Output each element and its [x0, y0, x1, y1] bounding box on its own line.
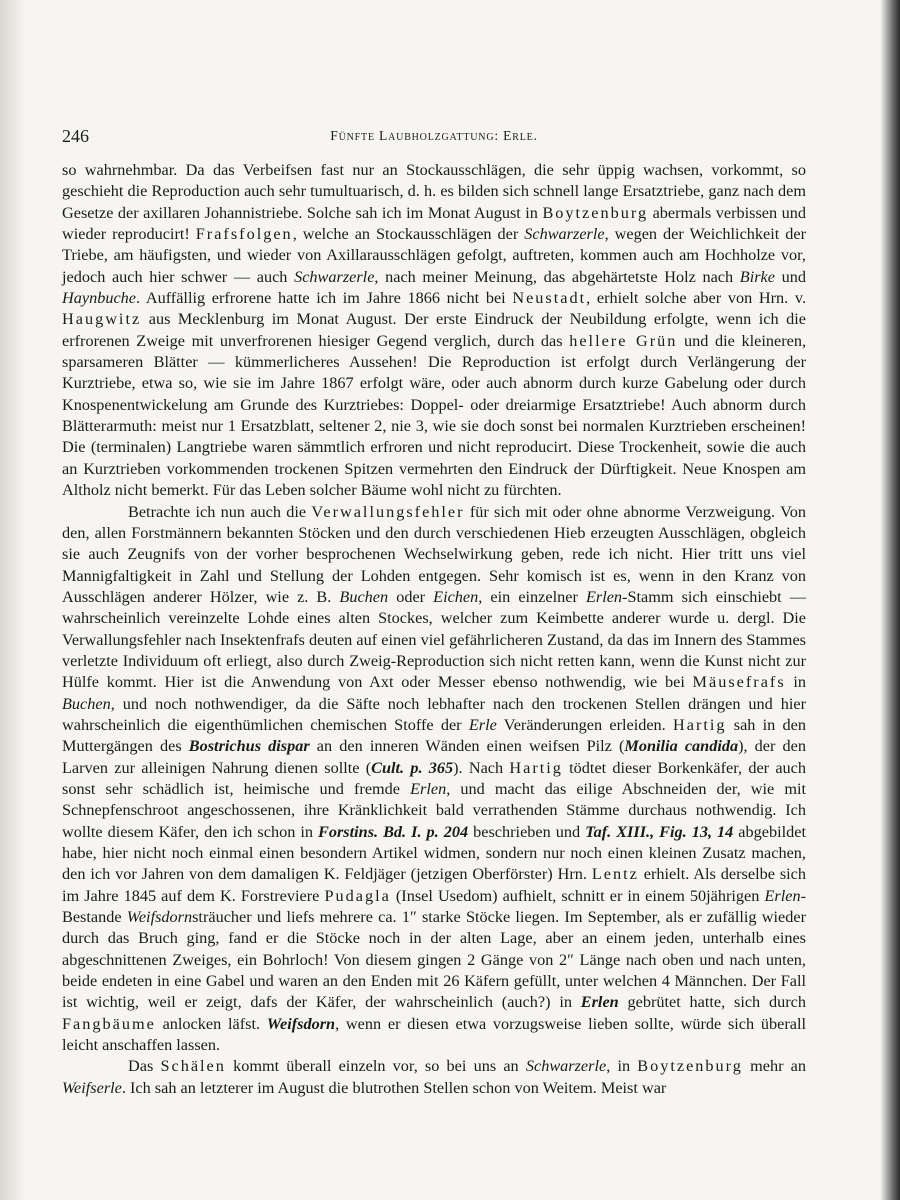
paragraph-3: [62, 1056, 806, 1099]
text-run: , nach meiner Meinung, das abgehärtetste Holz nach: [374, 267, 740, 286]
text-run: Schälen: [160, 1057, 226, 1076]
text-run: ), der den Larven zur alleinigen Nahrung dienen sollte (: [62, 737, 807, 777]
text-run: tödtet dieser Borkenkäfer, der auch sonst sehr schädlich ist, heimische und fremde: [62, 758, 807, 798]
text-run: oder: [388, 587, 434, 606]
text-run: Das: [128, 1057, 161, 1076]
text-run: Buchen: [339, 587, 389, 606]
text-run: Frafsfolgen: [195, 225, 293, 244]
text-run: an den inneren Wänden einen weifsen Pilz (: [309, 737, 625, 756]
text-run: beschrieben und: [468, 822, 586, 841]
text-run: Boytzenburg: [542, 203, 649, 222]
text-run: Betrachte ich nun auch die: [128, 502, 312, 521]
text-run: und: [774, 267, 807, 286]
text-run: Monilia candida: [624, 737, 739, 756]
text-run: (Insel Usedom) aufhielt, schnitt er in einem 50jährigen: [390, 886, 765, 905]
text-run: abgebildet habe, hier nicht noch einmal einen besondern Artikel widmen, sondern nur noch einen kleinen Zusatz machen, den ich vor Jahren von dem damaligen K. Feldjäger (jetzigen Oberförster) Hrn.: [62, 822, 806, 884]
text-run: Verwallungsfehler: [311, 502, 465, 521]
text-run: Lentz: [591, 865, 639, 884]
text-run: , welche an Stockausschlägen der: [292, 225, 525, 244]
text-run: abermals verbissen und wieder reproducirt!: [62, 203, 806, 244]
text-run: erhielt. Als derselbe sich im Jahre 1845 auf dem K. Forstreviere: [62, 865, 806, 905]
text-run: aus Mecklenburg im Monat August. Der erste Eindruck der Neubildung erfolgte, wenn ich die erfrorenen Zweige mit unverfrorenen hiesiger Gegend verglich, durch das: [62, 310, 806, 350]
text-run: Weifsdorn: [126, 908, 193, 927]
text-run: Erlen: [580, 993, 619, 1012]
text-run: für sich mit oder ohne abnorme Verzweigung. Von den, allen Forstmännern bekannten Stöcken und den durch verschiedenen Hieb erzeugten Ausschlägen, obgleich sie auch Zeugnifs von der vorher besprochenen Wechselwirkung geben, rede ich nicht. Hier tritt uns viel Mannigfaltigkeit in Zahl und Stellung der Lohden entgegen. Sehr komisch ist es, wenn in den Kranz von Ausschlägen anderer Hölzer, wie z. B.: [62, 502, 806, 606]
text-run: und die kleineren, sparsameren Blätter — kümmerlicheres Aussehen! Die Reproduction ist erfolgt durch Verlängerung der Kurztriebe, etwa so, wie sie im Jahre 1867 erfolgt wäre, oder auch abnorm durch kurze Gabelung oder durch Knospenentwickelung am Grunde des Kurztriebes: Doppel- oder dreiarmige Ersatztriebe! Auch abnorm durch Blätterarmuth: meist nur 1 Ersatzblatt, seltener 2, nie 3, wie sie doch sonst bei normalen Kurztrieben erscheinen! Die (terminalen) Langtriebe waren sämmtlich erfroren und nicht reproducirt. Diese Trockenheit, sowie die auch an Kurztrieben vorkommenden trockenen Spitzen vermehrten den Eindruck der Dürftigkeit. Neue Knospen am Altholz nicht bemerkt. Für das Leben solcher Bäume wohl nicht zu fürchten.: [62, 331, 807, 500]
text-run: , und macht das eilige Abschneiden der, wie mit Schnepfenschroot angeschossenen, ihre Kränklichkeit bald verrathenden Stämme durchaus nothwendig. Ich wollte diesem Käfer, den ich schon in: [62, 779, 806, 841]
text-run: so wahrnehmbar. Da das Verbeifsen fast nur an Stockausschlägen, die sehr üppig wachsen, vorkommt, so geschieht die Reproduction auch sehr tumultuarisch, d. h. es bilden sich schnell lange Ersatztriebe, ganz nach dem Gesetze der axillaren Johannistriebe. Solche sah ich im Monat August in: [62, 161, 806, 222]
text-run: Veränderungen erleiden.: [496, 715, 673, 734]
paragraph-1: [62, 160, 806, 502]
text-run: Erlen: [410, 779, 447, 798]
text-run: anlocken läfst.: [155, 1014, 267, 1033]
text-run: ). Nach: [453, 758, 510, 777]
scan-right-edge: [880, 0, 900, 1200]
text-run: Weifserle: [62, 1078, 122, 1097]
paragraph-2: [62, 502, 806, 1057]
text-run: , in: [606, 1057, 638, 1076]
text-run: , und noch nothwendiger, da die Säfte noch lebhafter nach den trockenen Stellen drängen und hier wahrscheinlich die eigenthümlichen chemischen Stoffe der: [62, 694, 806, 734]
text-run: Schwarzerle: [524, 225, 605, 244]
text-run: Boytzenburg: [637, 1057, 743, 1076]
text-run: -Stamm sich einschiebt — wahrscheinlich vereinzelte Lohde eines alten Stockes, welcher zum Keimbette anderer wurde u. dergl. Die Verwallungsfehler nach Insektenfrafs deuten auf einen viel gefährlicheren Zustand, da das im Innern des Stammes verletzte Individuum oft erliegt, also durch Zweig-Reproduction sich nicht retten kann, wenn die Kunst nicht zur Hülfe kommt. Hier ist die Anwendung von Axt oder Messer ebenso nothwendig, wie bei: [62, 587, 807, 692]
text-run: mehr an: [742, 1057, 806, 1076]
text-run: , wegen der Weichlichkeit der Triebe, am häufigsten, und wieder von Axillarausschlägen gefolgt, auftreten, kommen auch am Hochholze vor, jedoch auch hier schwer — auch: [62, 225, 806, 286]
page-header: [62, 126, 806, 148]
running-head: Fünfte Laubholzgattung: Erle.: [330, 128, 538, 143]
text-run: Haugwitz: [62, 310, 142, 329]
text-run: , ein einzelner: [478, 587, 586, 606]
text-run: Schwarzerle: [294, 267, 375, 286]
scan-left-edge: [0, 0, 26, 1200]
text-run: Erle: [468, 715, 497, 734]
text-run: Erlen: [764, 886, 801, 905]
text-run: -Bestande: [62, 886, 806, 927]
body-text: [62, 160, 806, 1099]
text-run: Schwarzerle: [525, 1057, 607, 1076]
text-run: , wenn er diesen etwa vorzugsweise lieben sollte, würde sich überall leicht anschaffen lassen.: [62, 1014, 806, 1055]
text-run: sträucher und liefs mehrere ca. 1″ starke Stöcke liegen. Im September, als er zufällig wieder durch das Bruch ging, fand er die Stöcke noch in der alten Lage, aber an einem jeden, unterhalb eines abgeschnittenen Zweiges, ein Bohrloch! Von diesem gingen 2 Gänge von 2″ Länge nach oben und nach unten, beide endeten in eine Gabel und waren an den Enden mit 26 Käfern gefüllt, unter welchen 4 Männchen. Der Fall ist wichtig, weil er zeigt, dafs der Käfer, der wahrscheinlich (auch?) in: [62, 908, 806, 1012]
text-run: Neustadt: [512, 289, 587, 308]
text-run: Buchen: [62, 694, 111, 713]
text-run: Weifsdorn: [266, 1014, 336, 1033]
page-number: 246: [62, 126, 89, 146]
text-run: , erhielt solche aber von Hrn. v.: [586, 289, 807, 308]
text-run: Mäusefrafs: [692, 673, 786, 692]
text-run: kommt überall einzeln vor, so bei uns an: [225, 1057, 526, 1076]
text-run: . Ich sah an letzterer im August die blutrothen Stellen schon von Weitem. Meist war: [121, 1078, 667, 1097]
text-run: Forstins. Bd. I. p. 204: [318, 822, 469, 841]
text-run: gebrütet hatte, sich durch: [618, 993, 806, 1012]
text-run: Hartig: [673, 715, 727, 734]
text-run: Hartig: [509, 758, 563, 777]
text-run: Eichen: [433, 587, 479, 606]
text-run: Birke: [739, 267, 775, 286]
text-run: Bostrichus dispar: [188, 737, 310, 756]
text-run: in: [785, 673, 806, 692]
text-run: Cult. p. 365: [371, 758, 454, 777]
text-run: Haynbuche: [62, 289, 136, 308]
text-run: Erlen: [585, 587, 623, 606]
text-run: sah in den Muttergängen des: [62, 715, 806, 756]
text-run: Pudagla: [324, 886, 391, 905]
text-run: Fangbäume: [62, 1014, 156, 1033]
text-run: Taf. XIII., Fig. 13, 14: [585, 822, 734, 841]
text-run: . Auffällig erfrorene hatte ich im Jahre 1866 nicht bei: [136, 289, 513, 308]
text-run: hellere Grün: [569, 331, 678, 350]
